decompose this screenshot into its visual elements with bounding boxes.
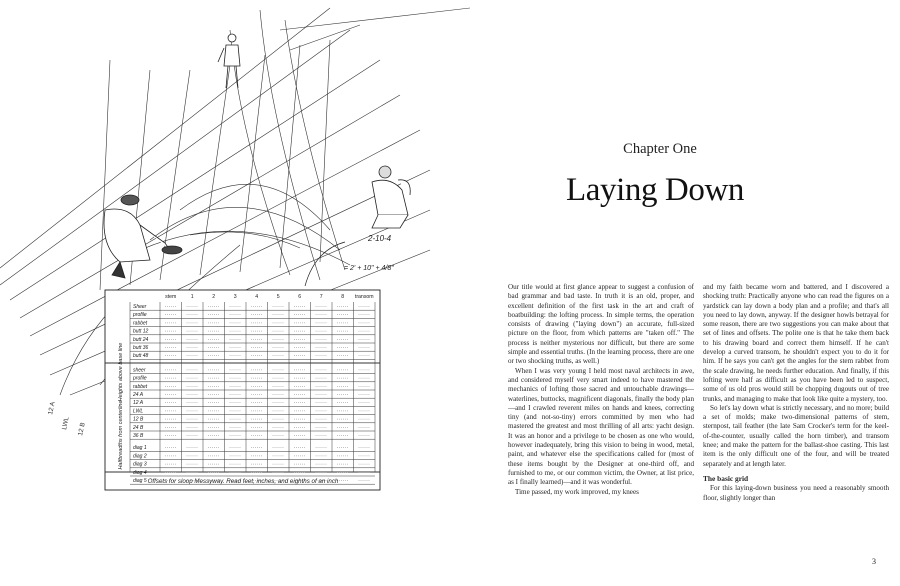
row-label: diag 3 <box>133 461 147 468</box>
table-caption: Offsets for sloop Messyway. Read feet, inches, and eighths of an inch <box>147 478 339 485</box>
row-label: butt 36 <box>133 345 149 351</box>
column-header: 8 <box>341 294 345 300</box>
row-label: profile <box>133 312 147 319</box>
offsets-table <box>105 290 380 490</box>
floor-axis-labels <box>47 401 87 437</box>
row-label: butt 24 <box>133 336 149 343</box>
paragraph: and my faith became worn and battered, and I discovered a shocking truth: Practically anyone who can read the figures on a yardstick can lay down a body plan and a profile; and that's all you need to lay down, anyway. If the designer howls betrayal for some reason, there are two suggestions you can make about that set of lines and offsets. The polite one is that he take them back to his drawing board and correct them himself. If he can't develop a curved transom, he shouldn't expect you to do it for him. If he says you can't get the angles for the stem rabbet from the scale drawing, he needs further education. And finally, if this lofting were half as difficult as you have been led to suspect, some of us old pros would still be chopping dugouts out of tree trunks, and managing to make that look like quite a mystery, too. <box>703 283 889 403</box>
text-column-right <box>703 283 889 503</box>
axis-label-12a: 12 A <box>47 401 57 416</box>
column-header: transom <box>354 294 374 300</box>
row-label: rabbet <box>133 383 148 390</box>
dimension-callout <box>305 234 394 286</box>
paragraph: Our title would at first glance appear to suggest a confusion of bad grammar and bad taste. In truth it is an old, proper, and excellent definition of the first task in the art and craft of boatbuilding: the lofting process. In simple terms, the operation consists of drawing ("laying down") an accurate, full-sized picture on the floor, from which patterns are "taken off." The process is neither mysterious nor difficult, but there are some simple and essential truths. (In the learning process, there are one or two shocking truths, as well.) <box>508 283 694 366</box>
standing-man-figure <box>218 34 240 88</box>
page-number: 3 <box>872 557 876 566</box>
row-label: 24 A <box>133 392 144 398</box>
column-header: 2 <box>212 294 216 300</box>
column-header: 3 <box>233 294 237 300</box>
row-label: butt 48 <box>133 353 149 360</box>
kneeling-man-figure <box>372 166 410 228</box>
column-header: 6 <box>298 294 302 300</box>
row-label: 36 B <box>133 433 144 439</box>
callout-top: 2-10-4 <box>368 234 392 243</box>
column-header: stem <box>165 294 177 300</box>
column-header: 7 <box>319 294 323 300</box>
row-label: 24 B <box>133 424 144 431</box>
row-label: diag 1 <box>133 445 147 452</box>
chapter-kicker: Chapter One <box>623 141 697 157</box>
paragraph: So let's lay down what is strictly necessary, and no more; build a set of molds; make two-dimensional patterns of stem, sternpost, tail feather (the late Sam Crocker's term for the keel-of-the-counter, usually called the horn timber), and transom knee; and make the pattern for the ballast-shoe casting. This last item is the only difficult one of the four, and will be treated separately and at length later. <box>703 403 889 468</box>
text-column-left <box>508 283 694 497</box>
row-label: diag 5 <box>133 478 147 484</box>
row-label: butt 12 <box>133 328 149 335</box>
paragraph: When I was very young I held most naval architects in awe, and considered myself very smart indeed to have mastered the mechanics of lofting those sacred and untouchable drawings—waterlines, buttocks, magnificent diagonals, finally the body plan—and I crawled reverent miles on hands and knees, correcting tiny (and not-so-tiny) errors committed by men who had mastered the greatest and most thrilling of all arts: yacht design. It was an honor and a privilege to be chosen as one who would, however inadequately, bring this vision to being in wood, metal, paint, and whatever else the specifications called for (most of these items bought by the Designer at one-third off, and furnished to me, or our common victim, the Owner, at list price, as I finally learned)—and it was wonderful. <box>508 366 694 487</box>
row-label: 12 A <box>133 400 144 407</box>
row-label: profile <box>133 375 147 382</box>
section-label-heights: Heights above base line <box>118 342 124 402</box>
row-label: diag 4 <box>133 469 147 476</box>
row-label: 12 B <box>133 416 144 423</box>
section-subhead: The basic grid <box>703 473 749 483</box>
axis-label-12b: 12 B <box>77 421 87 437</box>
chapter-title: Laying Down <box>566 172 744 208</box>
column-header: 4 <box>255 294 259 300</box>
row-label: Sheer <box>133 304 147 310</box>
column-header: 1 <box>190 294 194 300</box>
axis-label-lwl: LWL <box>61 416 71 431</box>
column-header: 5 <box>276 294 280 300</box>
paragraph: Time passed, my work improved, my knees <box>515 487 639 496</box>
section-label-halfbreadths: Halfbreadths from centerline <box>118 400 124 470</box>
row-label: sheer <box>133 367 146 374</box>
row-label: LWL <box>133 408 144 415</box>
callout-bottom: = 2' + 10" + 4/8" <box>344 265 394 272</box>
row-label: diag 2 <box>133 453 147 460</box>
row-label: rabbet <box>133 320 148 327</box>
paragraph: For this laying-down business you need a reasonably smooth floor, slightly longer than <box>703 484 889 502</box>
